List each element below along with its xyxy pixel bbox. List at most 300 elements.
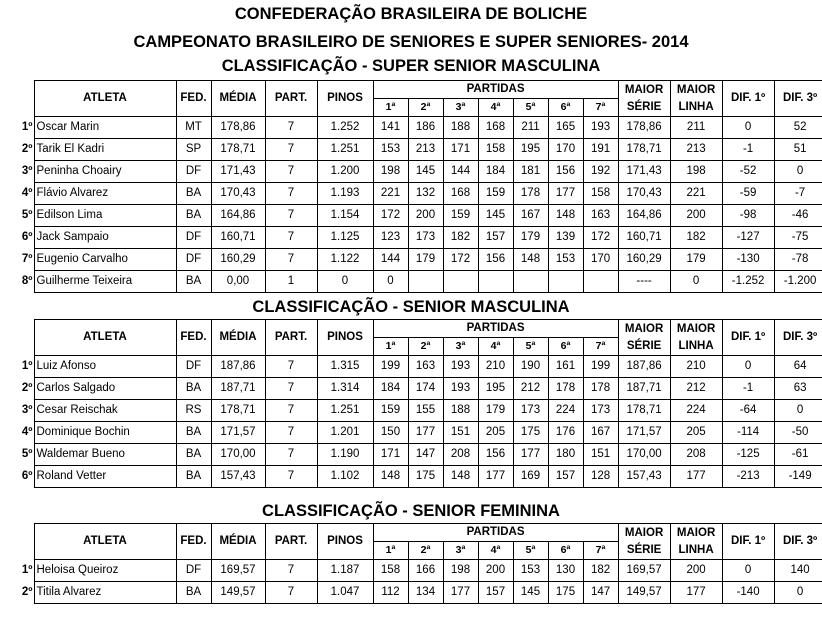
column-header-game: 7ª [583,99,618,117]
column-header-game: 4ª [478,99,513,117]
best-line-cell: 221 [670,183,722,205]
table-row [6,582,822,604]
average-cell: 178,86 [211,117,265,139]
table-row [6,117,822,139]
best-series-cell: ---- [618,271,670,293]
maior-serie-line1: MAIOR [624,527,664,540]
best-line-cell: 179 [670,249,722,271]
column-header-fed: FED. [176,524,211,560]
diff-first-cell: -64 [722,400,774,422]
game-score-cell: 144 [373,249,408,271]
game-score-cell: 148 [548,205,583,227]
column-header-maior-linha [670,320,722,356]
column-header-game: 6ª [548,338,583,356]
game-score-cell: 132 [408,183,443,205]
rank-header-blank [6,524,34,560]
game-score-cell: 177 [408,422,443,444]
column-header-game: 5ª [513,542,548,560]
game-score-cell: 151 [443,422,478,444]
rank-cell: 6º [6,227,34,249]
game-score-cell: 157 [478,227,513,249]
game-score-cell: 188 [443,400,478,422]
pins-cell: 1.122 [317,249,373,271]
rank-cell: 1º [6,117,34,139]
diff-third-cell: -7 [774,183,822,205]
rank-header-blank [6,320,34,356]
federation-cell: BA [176,422,211,444]
game-score-cell: 163 [408,356,443,378]
best-series-cell: 170,00 [618,444,670,466]
column-header-game: 2ª [408,99,443,117]
maior-linha-line2: LINHA [678,100,714,113]
table-row [6,422,822,444]
game-score-cell: 199 [583,356,618,378]
column-header-media: MÉDIA [211,320,265,356]
average-cell: 149,57 [211,582,265,604]
game-score-cell: 144 [443,161,478,183]
game-score-cell: 178 [513,183,548,205]
maior-linha-line2: LINHA [678,543,714,556]
column-header-dif3: DIF. 3º [774,81,822,117]
diff-third-cell: 63 [774,378,822,400]
table-row [6,183,822,205]
pins-cell: 0 [317,271,373,293]
column-header-dif1: DIF. 1º [722,524,774,560]
game-score-cell: 148 [513,249,548,271]
federation-cell: BA [176,582,211,604]
section-title-senior-feminina: CLASSIFICAÇÃO - SENIOR FEMININA [262,502,560,520]
game-score-cell: 198 [443,560,478,582]
game-score-cell: 179 [408,249,443,271]
maior-serie-line1: MAIOR [624,84,664,97]
diff-third-cell: 0 [774,400,822,422]
game-score-cell: 168 [478,117,513,139]
game-score-cell: 151 [583,444,618,466]
diff-third-cell: -75 [774,227,822,249]
best-series-cell: 157,43 [618,466,670,488]
best-series-cell: 171,43 [618,161,670,183]
maior-serie-line2: SÉRIE [626,339,662,352]
diff-first-cell: -98 [722,205,774,227]
column-header-part: PART. [265,81,317,117]
column-header-partidas: PARTIDAS [373,81,618,99]
diff-third-cell: 0 [774,161,822,183]
game-score-cell: 153 [373,139,408,161]
column-header-game: 5ª [513,338,548,356]
game-score-cell: 173 [408,227,443,249]
best-line-cell: 208 [670,444,722,466]
game-score-cell: 184 [373,378,408,400]
table-senior-feminina [6,523,822,604]
average-cell: 0,00 [211,271,265,293]
game-score-cell: 200 [478,560,513,582]
game-score-cell: 123 [373,227,408,249]
maior-linha-line1: MAIOR [676,84,716,97]
diff-first-cell: -1.252 [722,271,774,293]
game-score-cell: 0 [373,271,408,293]
average-cell: 170,43 [211,183,265,205]
game-score-cell: 177 [513,444,548,466]
column-header-pinos: PINOS [317,320,373,356]
games-played-cell: 7 [265,466,317,488]
athlete-name: Heloisa Queiroz [34,560,176,582]
game-score-cell: 195 [478,378,513,400]
game-score-cell [443,271,478,293]
column-header-game: 2ª [408,542,443,560]
rank-header-blank [6,81,34,117]
game-score-cell: 147 [583,582,618,604]
table-row [6,161,822,183]
federation-cell: BA [176,444,211,466]
federation-cell: SP [176,139,211,161]
rank-cell: 3º [6,161,34,183]
diff-third-cell: -61 [774,444,822,466]
game-score-cell: 182 [443,227,478,249]
game-score-cell: 163 [583,205,618,227]
pins-cell: 1.252 [317,117,373,139]
game-score-cell: 172 [373,205,408,227]
game-score-cell: 173 [583,400,618,422]
column-header-game: 4ª [478,338,513,356]
column-header-dif1: DIF. 1º [722,320,774,356]
diff-first-cell: -140 [722,582,774,604]
game-score-cell: 173 [513,400,548,422]
column-header-game: 2ª [408,338,443,356]
game-score-cell: 179 [478,400,513,422]
column-header-dif1: DIF. 1º [722,81,774,117]
best-line-cell: 0 [670,271,722,293]
best-line-cell: 177 [670,466,722,488]
athlete-name: Eugenio Carvalho [34,249,176,271]
best-series-cell: 160,71 [618,227,670,249]
championship-title: CAMPEONATO BRASILEIRO DE SENIORES E SUPER SENIORES- 2014 [133,33,689,51]
game-score-cell: 174 [408,378,443,400]
athlete-name: Titila Alvarez [34,582,176,604]
rank-cell: 2º [6,582,34,604]
column-header-game: 1ª [373,99,408,117]
game-score-cell: 153 [548,249,583,271]
column-header-maior-serie [618,524,670,560]
athlete-name: Edilson Lima [34,205,176,227]
game-score-cell: 200 [408,205,443,227]
diff-third-cell: -78 [774,249,822,271]
rank-cell: 4º [6,183,34,205]
game-score-cell: 193 [583,117,618,139]
game-score-cell: 195 [513,139,548,161]
rank-cell: 2º [6,139,34,161]
average-cell: 170,00 [211,444,265,466]
column-header-dif3: DIF. 3º [774,524,822,560]
column-header-game: 3ª [443,99,478,117]
game-score-cell: 212 [513,378,548,400]
game-score-cell: 175 [548,582,583,604]
game-score-cell: 211 [513,117,548,139]
game-score-cell: 159 [373,400,408,422]
game-score-cell: 170 [548,139,583,161]
diff-third-cell: 51 [774,139,822,161]
games-played-cell: 7 [265,117,317,139]
pins-cell: 1.047 [317,582,373,604]
table-row [6,444,822,466]
athlete-name: Jack Sampaio [34,227,176,249]
table-row [6,249,822,271]
column-header-maior-serie [618,81,670,117]
table-row [6,560,822,582]
table-row [6,139,822,161]
pins-cell: 1.125 [317,227,373,249]
average-cell: 160,71 [211,227,265,249]
maior-serie-line1: MAIOR [624,323,664,336]
game-score-cell: 181 [513,161,548,183]
pins-cell: 1.193 [317,183,373,205]
best-series-cell: 187,86 [618,356,670,378]
rank-cell: 1º [6,356,34,378]
column-header-game: 1ª [373,338,408,356]
header-row [6,320,822,338]
federation-cell: DF [176,249,211,271]
game-score-cell: 177 [478,466,513,488]
rank-cell: 8º [6,271,34,293]
game-score-cell: 180 [548,444,583,466]
game-score-cell: 158 [478,139,513,161]
best-line-cell: 200 [670,560,722,582]
game-score-cell: 167 [583,422,618,444]
diff-first-cell: -1 [722,378,774,400]
game-score-cell: 157 [478,582,513,604]
federation-cell: BA [176,466,211,488]
game-score-cell: 145 [513,582,548,604]
game-score-cell: 172 [583,227,618,249]
game-score-cell: 175 [408,466,443,488]
game-score-cell: 156 [478,249,513,271]
diff-first-cell: -59 [722,183,774,205]
column-header-maior-serie [618,320,670,356]
athlete-name: Roland Vetter [34,466,176,488]
diff-third-cell: -1.200 [774,271,822,293]
diff-third-cell: 64 [774,356,822,378]
game-score-cell: 148 [443,466,478,488]
maior-serie-line2: SÉRIE [626,100,662,113]
column-header-maior-linha [670,81,722,117]
game-score-cell: 177 [548,183,583,205]
pins-cell: 1.251 [317,400,373,422]
diff-first-cell: -130 [722,249,774,271]
athlete-name: Flávio Alvarez [34,183,176,205]
diff-first-cell: 0 [722,356,774,378]
column-header-game: 6ª [548,99,583,117]
column-header-partidas: PARTIDAS [373,320,618,338]
column-header-pinos: PINOS [317,524,373,560]
diff-first-cell: -114 [722,422,774,444]
game-score-cell: 182 [583,560,618,582]
average-cell: 187,71 [211,378,265,400]
table-senior-masculina [6,319,822,488]
game-score-cell: 165 [548,117,583,139]
game-score-cell: 157 [548,466,583,488]
diff-first-cell: -125 [722,444,774,466]
federation-cell: BA [176,378,211,400]
game-score-cell: 156 [548,161,583,183]
rank-cell: 6º [6,466,34,488]
best-series-cell: 178,86 [618,117,670,139]
rank-cell: 4º [6,422,34,444]
column-header-game: 7ª [583,542,618,560]
game-score-cell: 158 [373,560,408,582]
games-played-cell: 7 [265,139,317,161]
maior-serie-line2: SÉRIE [626,543,662,556]
athlete-name: Luiz Afonso [34,356,176,378]
games-played-cell: 7 [265,378,317,400]
game-score-cell: 148 [373,466,408,488]
game-score-cell: 139 [548,227,583,249]
best-line-cell: 182 [670,227,722,249]
pins-cell: 1.201 [317,422,373,444]
best-series-cell: 187,71 [618,378,670,400]
games-played-cell: 7 [265,356,317,378]
diff-first-cell: -213 [722,466,774,488]
diff-first-cell: 0 [722,117,774,139]
maior-linha-line1: MAIOR [676,323,716,336]
game-score-cell: 166 [408,560,443,582]
game-score-cell: 161 [548,356,583,378]
federation-cell: BA [176,205,211,227]
games-played-cell: 7 [265,582,317,604]
best-line-cell: 212 [670,378,722,400]
rank-cell: 3º [6,400,34,422]
average-cell: 178,71 [211,139,265,161]
column-header-media: MÉDIA [211,524,265,560]
rank-cell: 5º [6,444,34,466]
game-score-cell: 224 [548,400,583,422]
section-title-senior-masculina: CLASSIFICAÇÃO - SENIOR MASCULINA [252,298,570,316]
game-score-cell: 190 [513,356,548,378]
column-header-game: 6ª [548,542,583,560]
game-score-cell: 145 [408,161,443,183]
maior-linha-line2: LINHA [678,339,714,352]
game-score-cell [408,271,443,293]
column-header-media: MÉDIA [211,81,265,117]
game-score-cell: 186 [408,117,443,139]
column-header-pinos: PINOS [317,81,373,117]
pins-cell: 1.314 [317,378,373,400]
best-series-cell: 160,29 [618,249,670,271]
federation-cell: RS [176,400,211,422]
pins-cell: 1.190 [317,444,373,466]
games-played-cell: 7 [265,444,317,466]
column-header-game: 4ª [478,542,513,560]
column-header-fed: FED. [176,81,211,117]
game-score-cell: 150 [373,422,408,444]
average-cell: 157,43 [211,466,265,488]
best-line-cell: 200 [670,205,722,227]
column-header-part: PART. [265,320,317,356]
game-score-cell: 141 [373,117,408,139]
diff-third-cell: -46 [774,205,822,227]
game-score-cell: 175 [513,422,548,444]
table-row [6,227,822,249]
games-played-cell: 7 [265,183,317,205]
table-super-senior-masculina [6,80,822,293]
federation-cell: DF [176,356,211,378]
best-line-cell: 205 [670,422,722,444]
best-series-cell: 164,86 [618,205,670,227]
athlete-name: Oscar Marin [34,117,176,139]
average-cell: 171,43 [211,161,265,183]
diff-third-cell: 140 [774,560,822,582]
federation-cell: DF [176,227,211,249]
game-score-cell: 134 [408,582,443,604]
game-score-cell: 171 [373,444,408,466]
best-line-cell: 224 [670,400,722,422]
game-score-cell [478,271,513,293]
column-header-atleta: ATLETA [34,81,176,117]
column-header-part: PART. [265,524,317,560]
game-score-cell: 213 [408,139,443,161]
column-header-maior-linha [670,524,722,560]
column-header-game: 5ª [513,99,548,117]
federation-cell: DF [176,161,211,183]
average-cell: 171,57 [211,422,265,444]
table-row [6,356,822,378]
game-score-cell: 130 [548,560,583,582]
section-title-super-senior-masculina: CLASSIFICAÇÃO - SUPER SENIOR MASCULINA [221,57,601,75]
game-score-cell: 192 [583,161,618,183]
game-score-cell: 170 [583,249,618,271]
game-score-cell: 221 [373,183,408,205]
table-row [6,205,822,227]
best-line-cell: 198 [670,161,722,183]
header-row [6,81,822,99]
game-score-cell: 178 [583,378,618,400]
maior-linha-line1: MAIOR [676,527,716,540]
game-score-cell: 158 [583,183,618,205]
game-score-cell: 179 [513,227,548,249]
athlete-name: Guilherme Teixeira [34,271,176,293]
game-score-cell: 199 [373,356,408,378]
game-score-cell: 177 [443,582,478,604]
column-header-partidas: PARTIDAS [373,524,618,542]
federation-cell: MT [176,117,211,139]
game-score-cell: 128 [583,466,618,488]
games-played-cell: 7 [265,400,317,422]
games-played-cell: 7 [265,161,317,183]
games-played-cell: 7 [265,560,317,582]
federation-title: CONFEDERAÇÃO BRASILEIRA DE BOLICHE [234,5,588,23]
game-score-cell: 159 [443,205,478,227]
best-line-cell: 213 [670,139,722,161]
diff-first-cell: 0 [722,560,774,582]
federation-cell: DF [176,560,211,582]
table-row [6,400,822,422]
column-header-game: 3ª [443,542,478,560]
average-cell: 164,86 [211,205,265,227]
average-cell: 169,57 [211,560,265,582]
game-score-cell: 205 [478,422,513,444]
pins-cell: 1.315 [317,356,373,378]
game-score-cell: 188 [443,117,478,139]
diff-first-cell: -1 [722,139,774,161]
federation-cell: BA [176,271,211,293]
game-score-cell: 167 [513,205,548,227]
game-score-cell: 193 [443,356,478,378]
average-cell: 160,29 [211,249,265,271]
games-played-cell: 7 [265,205,317,227]
average-cell: 178,71 [211,400,265,422]
column-header-dif3: DIF. 3º [774,320,822,356]
athlete-name: Dominique Bochin [34,422,176,444]
table-row [6,378,822,400]
best-line-cell: 177 [670,582,722,604]
